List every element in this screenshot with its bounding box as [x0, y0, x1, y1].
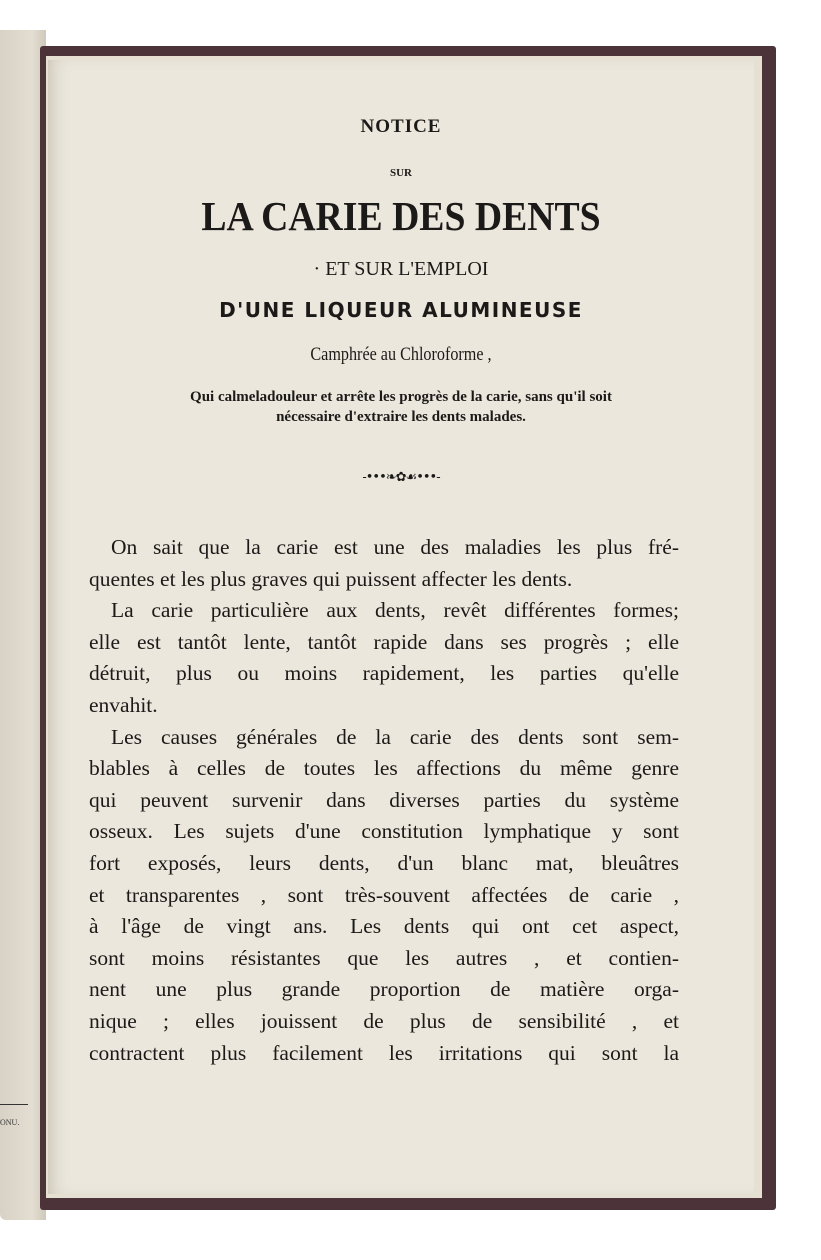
- description-line-2: nécessaire d'extraire les dents malades.: [276, 409, 526, 425]
- left-page-label: ONU.: [0, 1118, 20, 1127]
- text-line: sont moins résistantes que les autres , et contien-: [89, 945, 679, 970]
- description-line-1: Qui calmeladouleur et arrête les progrès de la carie, sans qu'il soit: [190, 389, 612, 405]
- text-line: détruit, plus ou moins rapidement, les parties qu'elle: [89, 661, 679, 686]
- heading-notice: NOTICE: [360, 116, 442, 137]
- text-line: blables à celles de toutes les affections du même genre: [89, 756, 679, 781]
- page-title: LA CARIE DES DENTS: [201, 193, 601, 239]
- subtitle-3: Camphrée au Chloroforme ,: [310, 344, 492, 365]
- text-line: contractent plus facilement les irritations qui sont la: [89, 1040, 679, 1065]
- heading-sur: SUR: [389, 167, 412, 179]
- text-line: La carie particulière aux dents, revêt différentes formes;: [111, 598, 679, 623]
- text-line: qui peuvent survenir dans diverses parties du système: [89, 787, 679, 812]
- description: [48, 387, 754, 427]
- text-line: On sait que la carie est une des maladies les plus fré-: [111, 535, 679, 559]
- text-line: nent une plus grande proportion de matière orga-: [89, 977, 679, 1002]
- subtitle-2: D'UNE LIQUEUR ALUMINEUSE: [219, 298, 583, 322]
- text-line: Les causes générales de la carie des dents sont sem-: [111, 724, 679, 749]
- text-line: quentes et les plus graves qui puissent affecter les dents.: [89, 566, 573, 591]
- text-line: à l'âge de vingt ans. Les dents qui ont cet aspect,: [89, 914, 679, 939]
- text-line: et transparentes , sont très-souvent affectées de carie ,: [89, 882, 679, 907]
- text-line: nique ; elles jouissent de plus de sensibilité , et: [89, 1008, 679, 1033]
- body-text: [89, 532, 679, 1069]
- subtitle-1: · ET SUR L'EMPLOI: [313, 258, 489, 280]
- left-page-rule: [0, 1104, 28, 1105]
- ornament-divider: -•••❧✿☙•••-: [362, 470, 440, 485]
- text-line: osseux. Les sujets d'une constitution lymphatique y sont: [89, 819, 679, 844]
- text-line: envahit.: [89, 692, 158, 717]
- text-line: fort exposés, leurs dents, d'un blanc mat, bleuâtres: [89, 850, 679, 875]
- text-line: elle est tantôt lente, tantôt rapide dans ses progrès ; elle: [89, 629, 679, 654]
